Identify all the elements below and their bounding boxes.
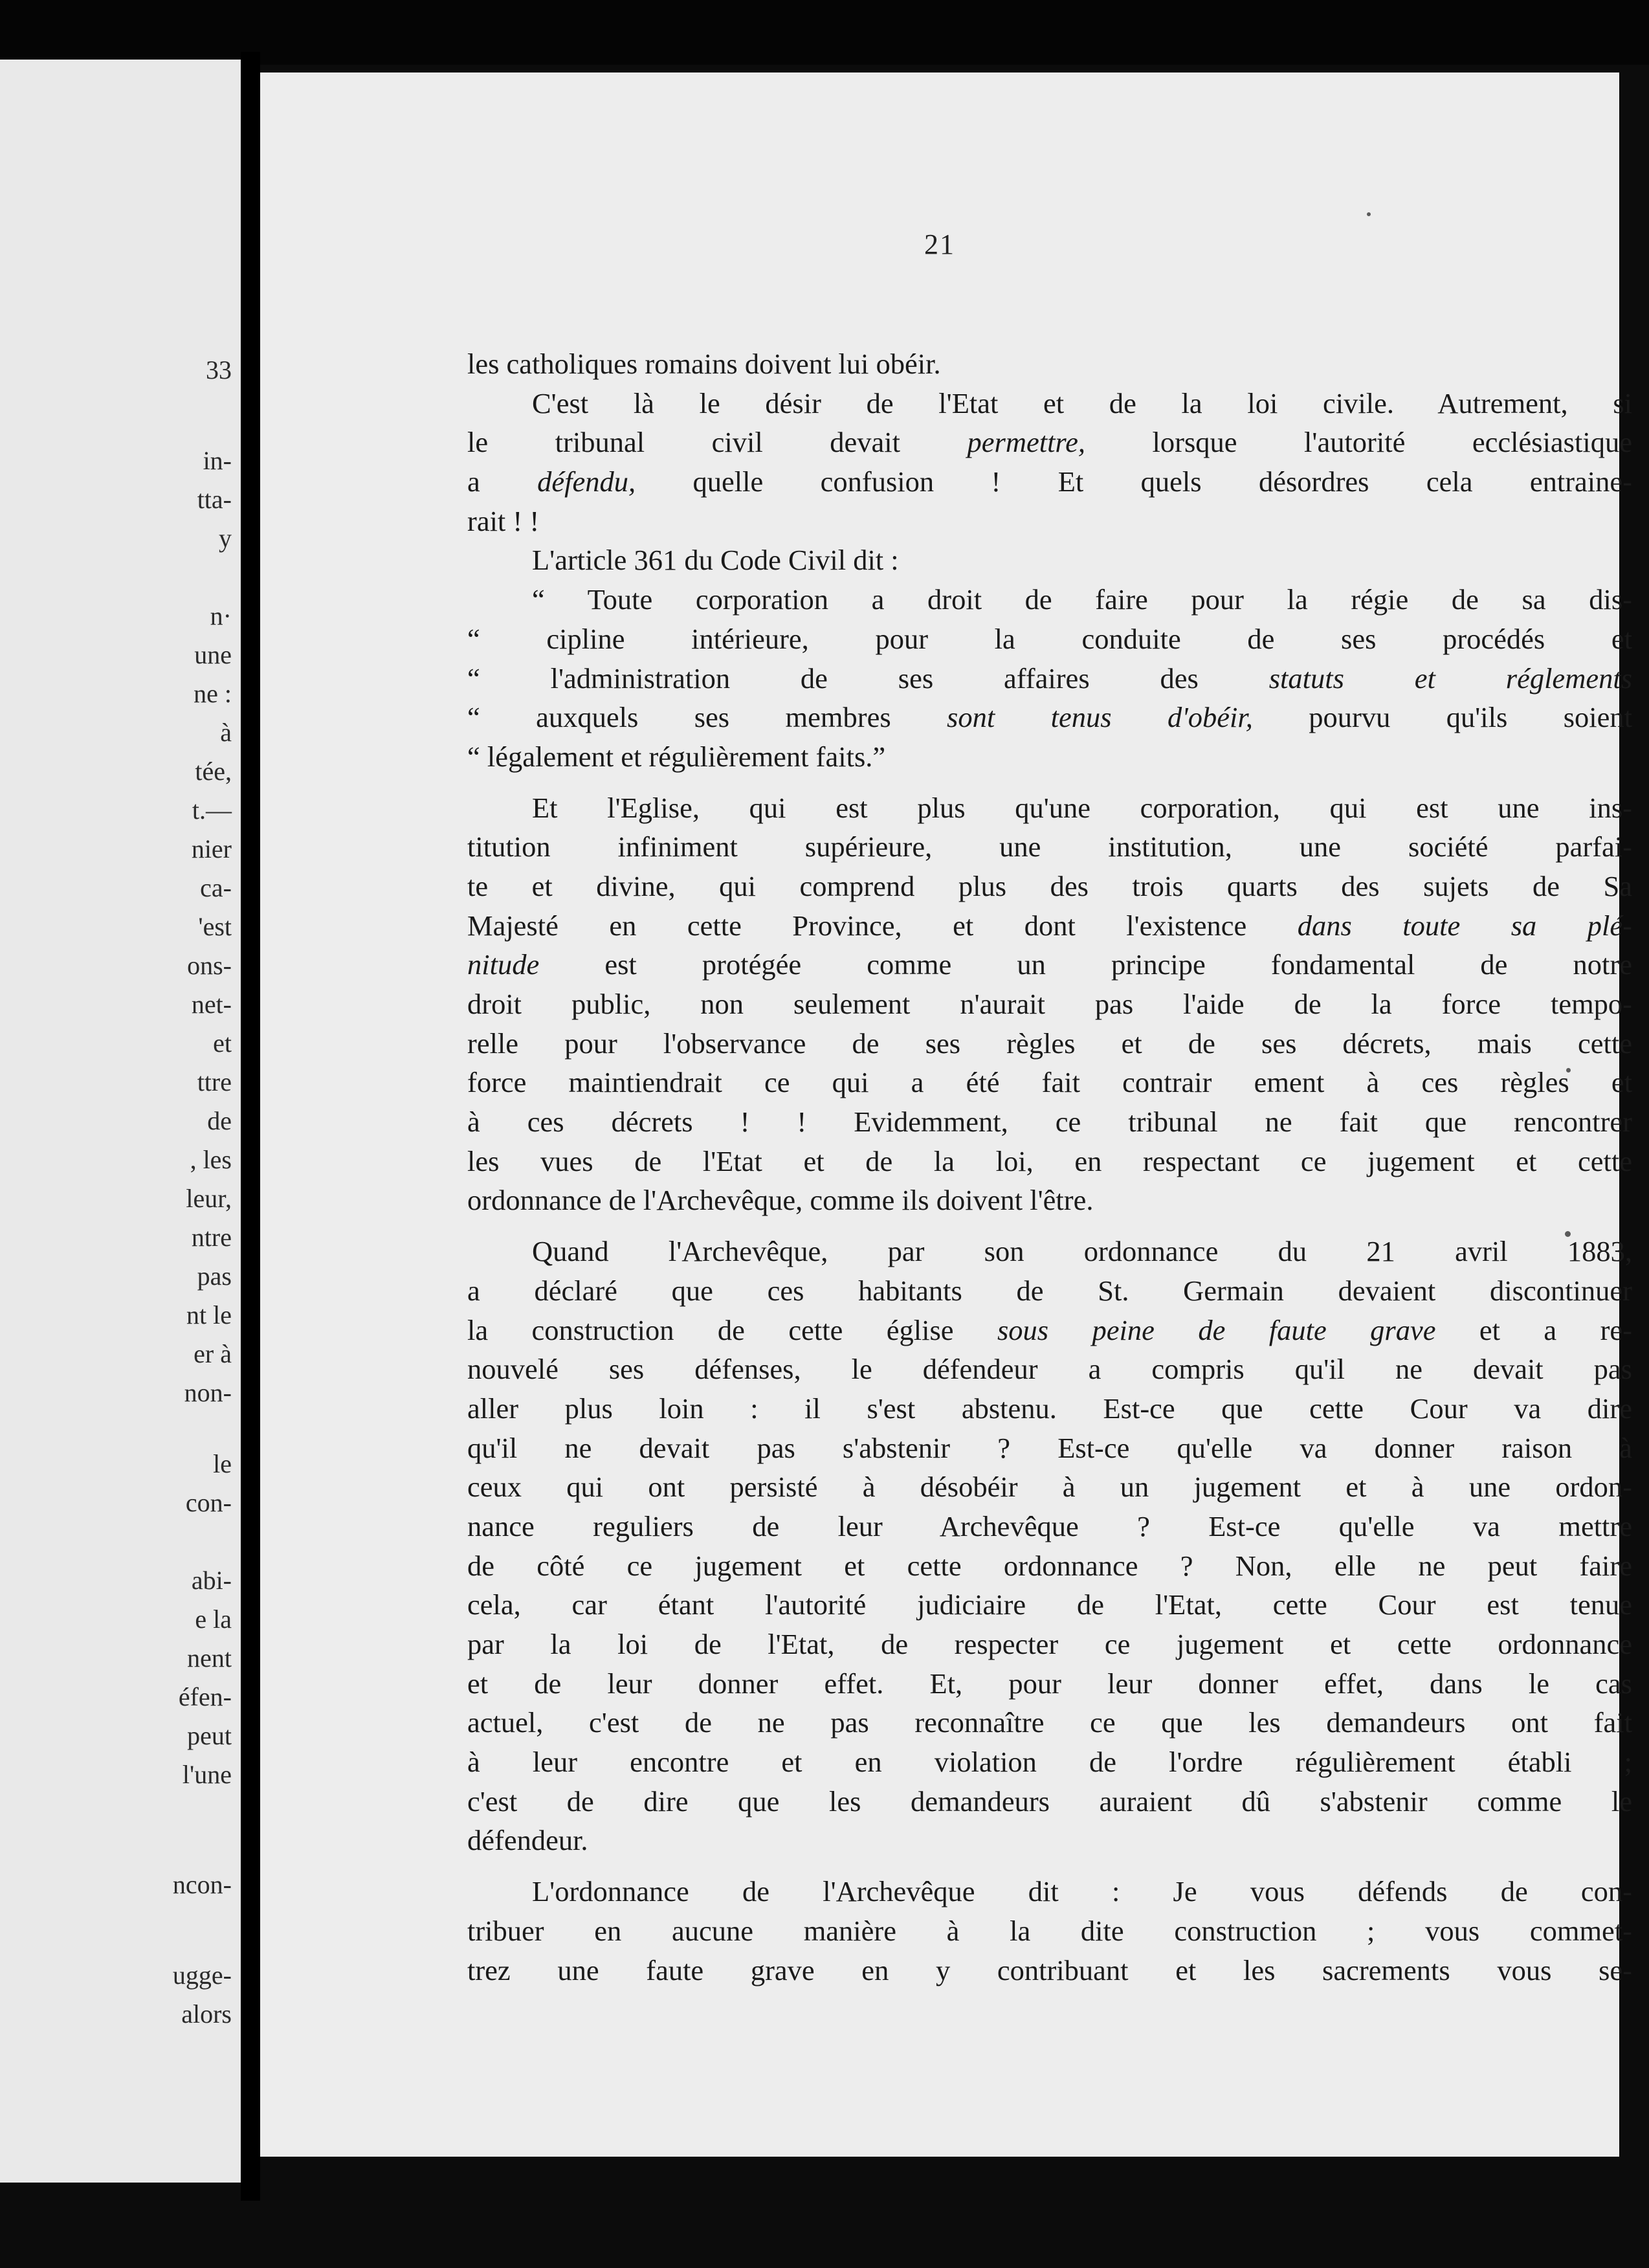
text-line: à ces décrets ! ! Evidemment, ce tribunal ne fait que rencontrer <box>467 1106 1632 1139</box>
text-line: par la loi de l'Etat, de respecter ce jugement et cette ordonnance <box>467 1628 1632 1660</box>
text-line: C'est là le désir de l'Etat et de la loi civile. Autrement, si <box>532 386 1632 419</box>
text-line: la construction de cette église sous peine de faute grave et a re- <box>467 1313 1632 1346</box>
left-fragment: éfen- <box>178 1682 232 1711</box>
left-fragment: leur, <box>186 1184 232 1213</box>
text-line: tribuer en aucune manière à la dite construction ; vous commet- <box>467 1914 1632 1947</box>
left-fragment: t.— <box>192 795 232 825</box>
text-line: le tribunal civil devait permettre, lorsque l'autorité ecclésiastique <box>467 426 1632 459</box>
text-line: relle pour l'observance de ses règles et de ses décrets, mais cette <box>467 1027 1632 1060</box>
text-line: a défendu, quelle confusion ! Et quels désordres cela entraine- <box>467 465 1632 498</box>
page-gutter <box>241 52 260 2201</box>
text-line: titution infiniment supérieure, une institution, une société parfai- <box>467 830 1632 863</box>
text-line: “ légalement et régulièrement faits.” <box>467 740 886 773</box>
left-fragment: peut <box>187 1721 232 1750</box>
text-line: droit public, non seulement n'aurait pas l'aide de la force tempo- <box>467 988 1632 1020</box>
left-fragment: nt le <box>186 1300 232 1329</box>
left-fragment: n· <box>210 601 232 630</box>
text-line: “ auxquels ses membres sont tenus d'obéir, pourvu qu'ils soient <box>467 701 1632 734</box>
text-line: rait ! ! <box>467 504 540 537</box>
text-line: “ cipline intérieure, pour la conduite de ses procédés et <box>467 622 1632 655</box>
left-fragment: non- <box>184 1378 232 1407</box>
page-number: 21 <box>924 228 955 260</box>
left-page-edge <box>0 60 241 2183</box>
text-line: qu'il ne devait pas s'abstenir ? Est-ce qu'elle va donner raison à <box>467 1431 1632 1464</box>
left-fragment: tée, <box>195 757 232 786</box>
text-line: a déclaré que ces habitants de St. Germain devaient discontinuer <box>467 1274 1632 1307</box>
text-line: trez une faute grave en y contribuant et les sacrements vous se- <box>467 1953 1632 1986</box>
text-line: nitude est protégée comme un principe fondamental de notre <box>467 948 1632 981</box>
text-line: les catholiques romains doivent lui obéir. <box>467 348 941 380</box>
text-line: les vues de l'Etat et de la loi, en respectant ce jugement et cette <box>467 1144 1632 1177</box>
left-fragment: une <box>194 640 232 669</box>
left-fragment: ons- <box>187 951 232 980</box>
text-line: défendeur. <box>467 1824 588 1857</box>
text-line: “ l'administration de ses affaires des statuts et réglements <box>467 662 1633 695</box>
text-line: L'ordonnance de l'Archevêque dit : Je vous défends de con- <box>532 1875 1632 1908</box>
left-fragment: et <box>213 1028 232 1058</box>
text-line: aller plus loin : il s'est abstenu. Est-ce que cette Cour va dire <box>467 1392 1632 1425</box>
left-fragment: ca- <box>200 873 232 902</box>
text-line: Et l'Eglise, qui est plus qu'une corporation, qui est une ins- <box>532 791 1632 824</box>
text-line: “ Toute corporation a droit de faire pour la régie de sa dis- <box>532 583 1632 616</box>
left-fragment: ntre <box>191 1223 232 1252</box>
text-line: de côté ce jugement et cette ordonnance ? Non, elle ne peut faire <box>467 1549 1632 1582</box>
left-fragment: nent <box>187 1643 232 1673</box>
left-fragment: alors <box>181 1999 232 2029</box>
text-line: ordonnance de l'Archevêque, comme ils doivent l'être. <box>467 1184 1094 1217</box>
text-line: L'article 361 du Code Civil dit : <box>532 544 899 577</box>
text-line: et de leur donner effet. Et, pour leur donner effet, dans le cas <box>467 1667 1632 1700</box>
body-text <box>467 344 1632 1990</box>
left-fragment: in- <box>203 446 232 475</box>
text-line: nouvelé ses défenses, le défendeur a compris qu'il ne devait pas <box>467 1353 1632 1386</box>
left-fragment: le <box>213 1449 232 1478</box>
print-speck <box>1367 212 1371 216</box>
left-fragment: , les <box>190 1145 232 1174</box>
text-line: Quand l'Archevêque, par son ordonnance du 21 avril 1883, <box>532 1235 1632 1268</box>
text-line: actuel, c'est de ne pas reconnaître ce que les demandeurs ont fait <box>467 1706 1632 1739</box>
left-fragment: net- <box>191 990 232 1019</box>
left-fragment: ugge- <box>172 1961 232 1990</box>
text-line: force maintiendrait ce qui a été fait contrair ement à ces règles et <box>467 1066 1632 1099</box>
text-line: ceux qui ont persisté à désobéir à un jugement et à une ordon- <box>467 1471 1632 1504</box>
left-fragment: e la <box>195 1605 232 1634</box>
text-line: à leur encontre et en violation de l'ordre régulièrement établi ; <box>467 1746 1632 1779</box>
left-fragment: pas <box>197 1262 232 1291</box>
left-fragment: con- <box>185 1488 232 1517</box>
left-fragment: abi- <box>191 1566 232 1595</box>
text-line: Majesté en cette Province, et dont l'existence dans toute sa plé- <box>467 909 1632 942</box>
left-fragment: de <box>207 1106 232 1135</box>
left-fragment: nier <box>191 834 232 863</box>
left-fragment: y <box>219 524 232 553</box>
left-fragment: 'est <box>198 912 232 941</box>
left-fragment: tta- <box>197 485 232 514</box>
left-fragment: l'une <box>182 1760 232 1789</box>
text-line: c'est de dire que les demandeurs auraient dû s'abstenir comme le <box>467 1784 1632 1818</box>
left-fragment: à <box>220 718 232 747</box>
left-fragment: er à <box>194 1339 232 1368</box>
left-fragment: ttre <box>197 1067 232 1096</box>
left-fragment: ne : <box>194 679 232 708</box>
left-fragment: 33 <box>206 355 232 384</box>
text-line: cela, car étant l'autorité judiciaire de l'Etat, cette Cour est tenue <box>467 1588 1632 1621</box>
left-fragment: ncon- <box>172 1870 232 1899</box>
right-page <box>260 72 1633 2157</box>
text-line: te et divine, qui comprend plus des trois quarts des sujets de Sa <box>467 869 1632 902</box>
text-line: nance reguliers de leur Archevêque ? Est-ce qu'elle va mettre <box>467 1509 1632 1542</box>
